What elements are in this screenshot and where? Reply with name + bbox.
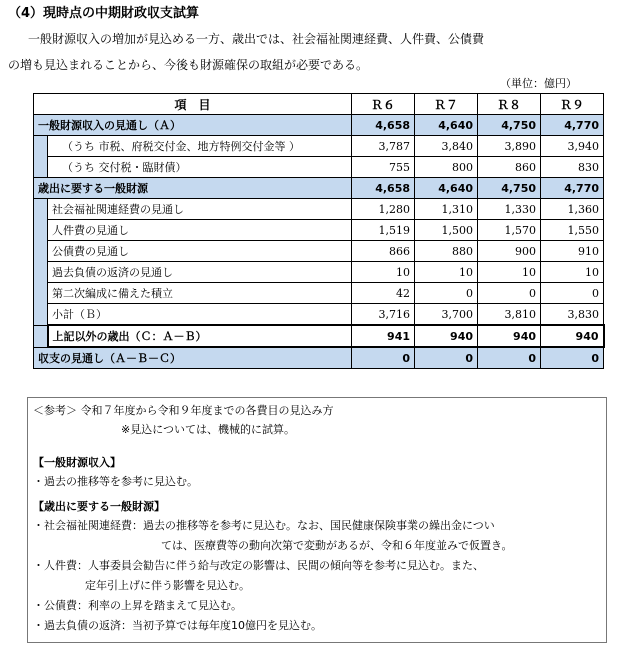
row-label: （うち 交付税・臨財債） — [48, 157, 352, 178]
indent-cell — [34, 199, 48, 220]
header-r7: Ｒ７ — [415, 94, 478, 115]
cell-value: 4,770 — [541, 115, 604, 136]
header-r8: Ｒ８ — [478, 94, 541, 115]
note-line: ・人件費：人事委員会勧告に伴う給与改定の影響は、民間の傾向等を参考に見込む。また、 — [33, 559, 484, 572]
cell-value: 0 — [478, 283, 541, 304]
intro-line-2: の増も見込まれることから、今後も財源確保の取組が必要である。 — [8, 58, 369, 72]
row-label: 歳出に要する一般財源 — [34, 178, 352, 199]
cell-value: 3,940 — [541, 136, 604, 157]
indent-cell — [34, 136, 48, 157]
cell-value: 4,658 — [352, 115, 415, 136]
cell-value: 42 — [352, 283, 415, 304]
row-label: 過去負債の返済の見通し — [48, 262, 352, 283]
row-label: 小計（Ｂ） — [48, 304, 352, 326]
cell-value: 0 — [415, 283, 478, 304]
cell-value: 10 — [415, 262, 478, 283]
intro-paragraph — [8, 26, 618, 78]
cell-value: 4,750 — [478, 178, 541, 199]
cell-value: 940 — [478, 325, 541, 347]
cell-value: 4,770 — [541, 178, 604, 199]
cell-value: 3,810 — [478, 304, 541, 326]
reference-note-box — [27, 397, 607, 643]
indent-cell — [34, 283, 48, 304]
cell-value: 4,750 — [478, 115, 541, 136]
note-section-expenditure: 【歳出に要する一般財源】 — [33, 500, 165, 513]
cell-value: 0 — [352, 347, 415, 369]
row-label: 収支の見通し（Ａ－Ｂ－Ｃ） — [34, 347, 352, 369]
cell-value: 910 — [541, 241, 604, 262]
cell-value: 4,658 — [352, 178, 415, 199]
cell-value: 3,787 — [352, 136, 415, 157]
cell-value: 3,840 — [415, 136, 478, 157]
cell-value: 1,570 — [478, 220, 541, 241]
cell-value: 3,716 — [352, 304, 415, 326]
indent-cell — [34, 220, 48, 241]
cell-value: 830 — [541, 157, 604, 178]
unit-label: （単位：億円） — [500, 77, 577, 90]
cell-value: 941 — [352, 325, 415, 347]
cell-value: 1,519 — [352, 220, 415, 241]
cell-value: 800 — [415, 157, 478, 178]
cell-value: 1,280 — [352, 199, 415, 220]
table-row — [34, 136, 604, 157]
row-label: 第二次編成に備えた積立 — [48, 283, 352, 304]
cell-value: 1,310 — [415, 199, 478, 220]
cell-value: 3,830 — [541, 304, 604, 326]
fiscal-outlook-table — [33, 93, 605, 369]
table-row — [34, 283, 604, 304]
table-row — [34, 199, 604, 220]
cell-value: 940 — [415, 325, 478, 347]
table-row — [34, 115, 604, 136]
table-row — [34, 241, 604, 262]
cell-value: 3,700 — [415, 304, 478, 326]
row-label: 人件費の見通し — [48, 220, 352, 241]
header-r6: Ｒ６ — [352, 94, 415, 115]
cell-value: 1,550 — [541, 220, 604, 241]
cell-value: 0 — [415, 347, 478, 369]
row-label: 公債費の見通し — [48, 241, 352, 262]
cell-value: 0 — [541, 283, 604, 304]
note-subtitle: ※見込については、機械的に試算。 — [121, 423, 295, 436]
note-line: ては、医療費等の動向次第で変動があるが、令和６年度並みで仮置き。 — [161, 539, 513, 552]
indent-cell — [34, 304, 48, 326]
header-item: 項 目 — [34, 94, 352, 115]
table-row — [34, 347, 604, 369]
row-label: 上記以外の歳出（Ｃ：Ａ－Ｂ） — [48, 325, 352, 347]
cell-value: 10 — [478, 262, 541, 283]
intro-line-1: 一般財源収入の増加が見込める一方、歳出では、社会福祉関連経費、人件費、公債費 — [28, 32, 485, 46]
note-line: ・公債費：利率の上昇を踏まえて見込む。 — [33, 599, 242, 612]
table-row — [34, 178, 604, 199]
table-row — [34, 220, 604, 241]
cell-value: 10 — [352, 262, 415, 283]
cell-value: 1,500 — [415, 220, 478, 241]
cell-value: 755 — [352, 157, 415, 178]
indent-cell — [34, 262, 48, 283]
table-row — [34, 157, 604, 178]
note-line: ・社会福祉関連経費：過去の推移等を参考に見込む。なお、国民健康保険事業の繰出金につい — [33, 519, 495, 532]
cell-value: 0 — [541, 347, 604, 369]
cell-value: 0 — [478, 347, 541, 369]
row-label: 社会福祉関連経費の見通し — [48, 199, 352, 220]
indent-cell — [34, 157, 48, 178]
section-heading: （4）現時点の中期財政収支試算 — [8, 6, 200, 21]
cell-value: 900 — [478, 241, 541, 262]
cell-value: 1,360 — [541, 199, 604, 220]
note-title: ＜参考＞ 令和７年度から令和９年度までの各費目の見込み方 — [33, 404, 334, 417]
table-row — [34, 325, 604, 347]
cell-value: 880 — [415, 241, 478, 262]
note-line: 定年引上げに伴う影響を見込む。 — [85, 579, 250, 592]
note-line: ・過去負債の返済：当初予算では毎年度10億円を見込む。 — [33, 619, 322, 632]
indent-cell — [34, 325, 48, 347]
note-line: ・過去の推移等を参考に見込む。 — [33, 475, 198, 488]
indent-cell — [34, 241, 48, 262]
header-r9: Ｒ９ — [541, 94, 604, 115]
table-row — [34, 262, 604, 283]
note-section-revenue: 【一般財源収入】 — [33, 456, 121, 469]
cell-value: 4,640 — [415, 178, 478, 199]
cell-value: 860 — [478, 157, 541, 178]
table-header-row — [34, 94, 604, 115]
cell-value: 940 — [541, 325, 604, 347]
cell-value: 3,890 — [478, 136, 541, 157]
row-label: （うち 市税、府税交付金、地方特例交付金等 ） — [48, 136, 352, 157]
table-row — [34, 304, 604, 326]
row-label: 一般財源収入の見通し（Ａ） — [34, 115, 352, 136]
cell-value: 10 — [541, 262, 604, 283]
cell-value: 4,640 — [415, 115, 478, 136]
cell-value: 1,330 — [478, 199, 541, 220]
cell-value: 866 — [352, 241, 415, 262]
